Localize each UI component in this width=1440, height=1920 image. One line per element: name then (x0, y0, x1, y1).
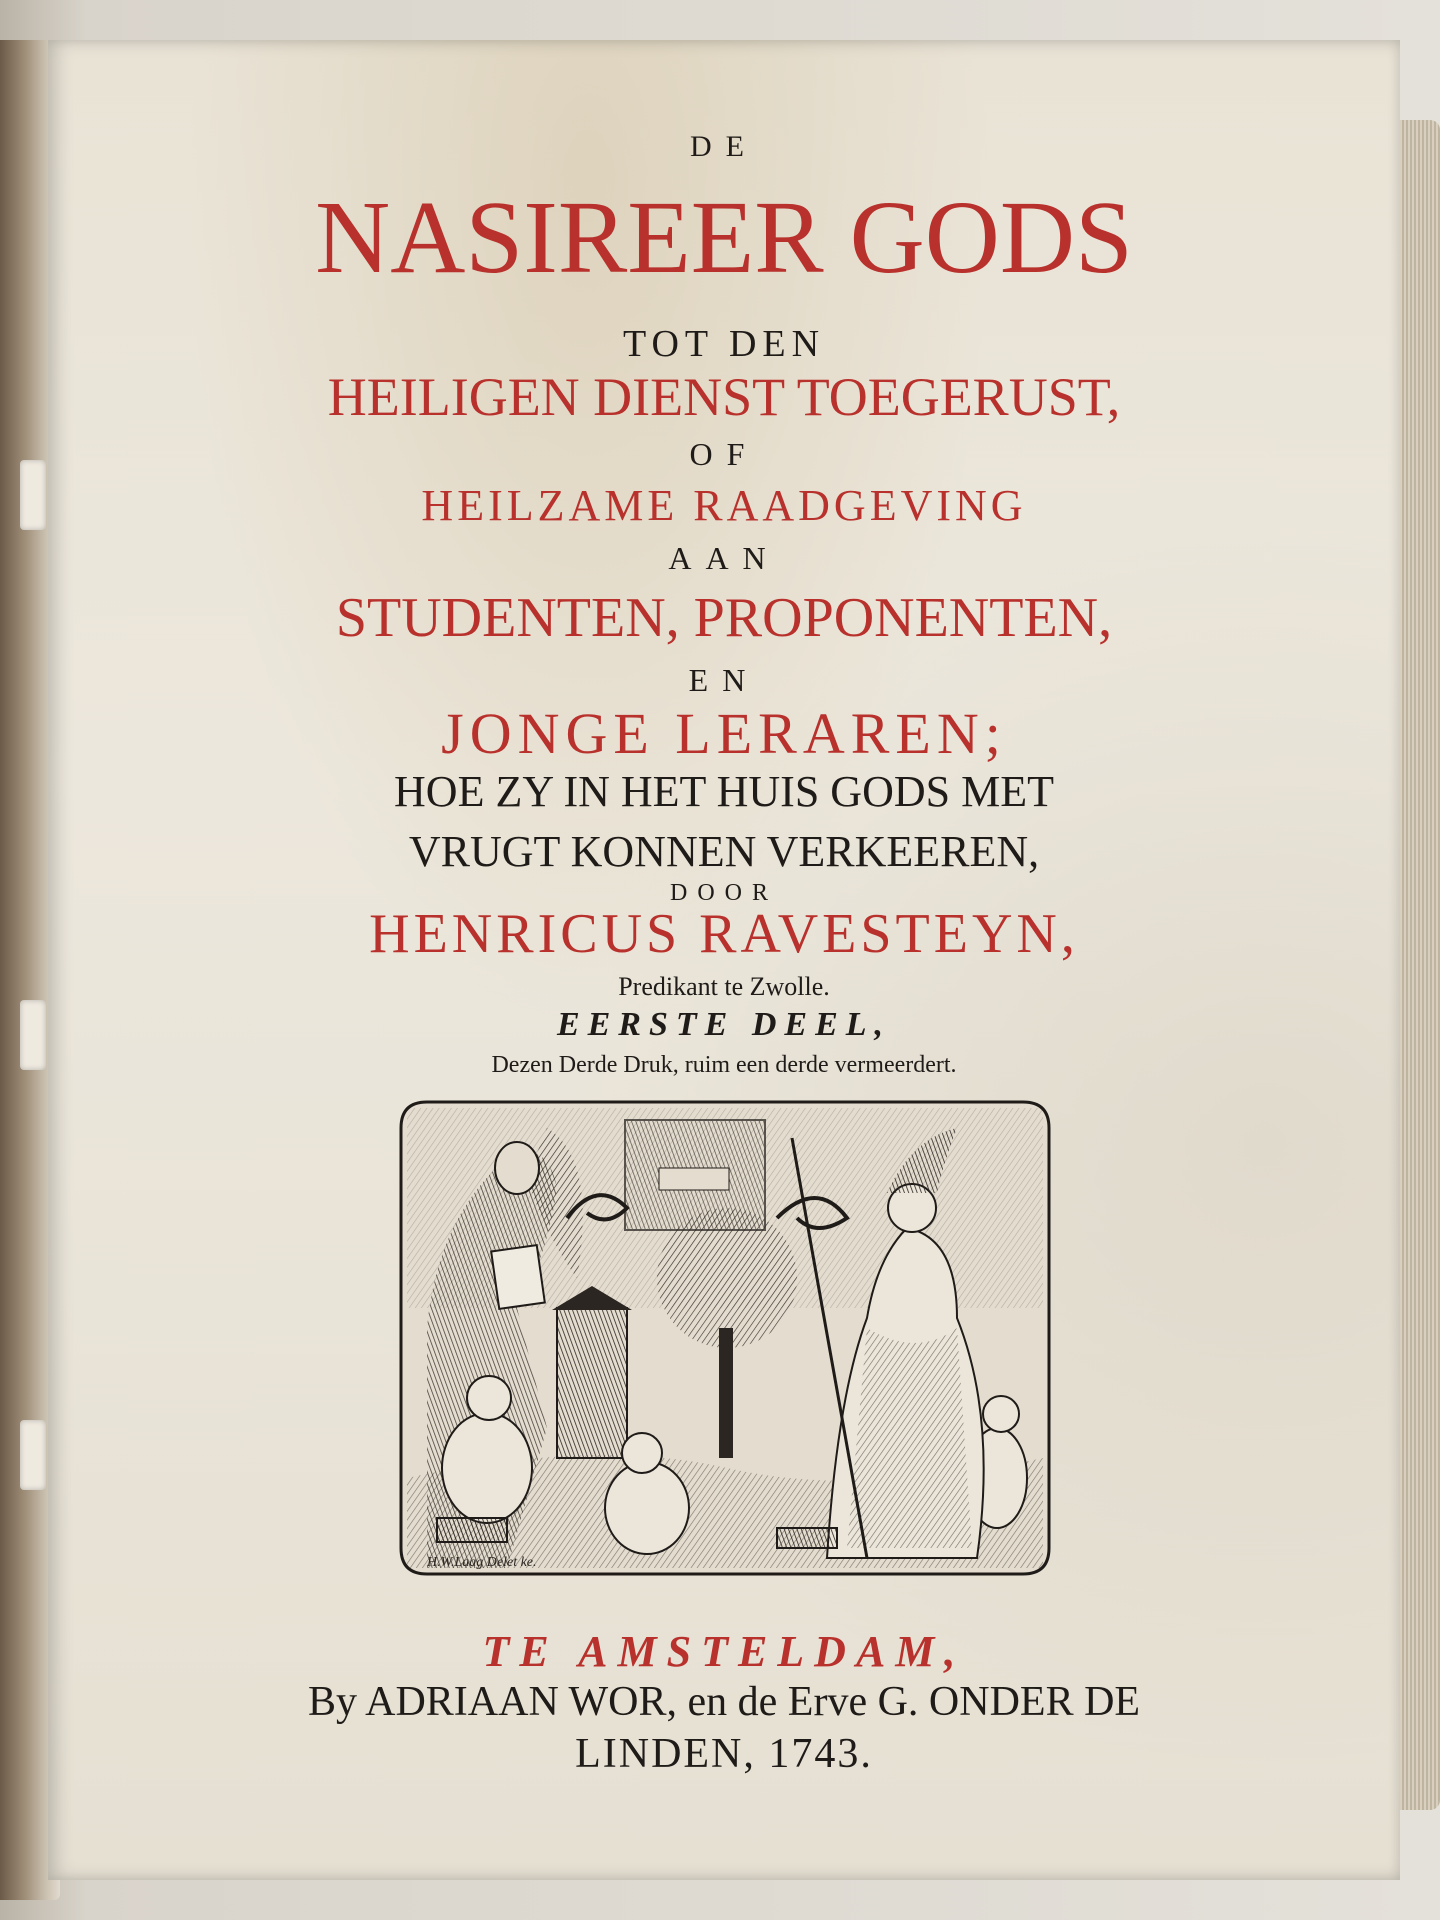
binding-stitch (20, 460, 46, 530)
title-page (48, 40, 1400, 1880)
subtitle-heilzame: HEILZAME RAADGEVING (421, 481, 1027, 530)
books (437, 1518, 507, 1542)
volume-label: EERSTE DEEL, (556, 1006, 892, 1043)
frontispiece-engraving (397, 1098, 1053, 1578)
subtitle-heiligen: HEILIGEN DIENST TOEGERUST, (327, 367, 1121, 427)
line-tot-den: TOT DEN (622, 323, 826, 365)
author-role: Predikant te Zwolle. (618, 972, 830, 1001)
description-line-1: HOE ZY IN HET HUIS GODS MET (394, 767, 1054, 816)
description-line-2: VRUGT KONNEN VERKEEREN, (408, 827, 1040, 876)
binding-stitch (20, 1420, 46, 1490)
publisher-line-2: LINDEN, 1743. (575, 1731, 873, 1777)
main-title: NASIREER GODS (315, 180, 1133, 295)
place-of-publication: TE AMSTELDAM, (482, 1627, 966, 1676)
cherub-left (442, 1413, 532, 1523)
author-name: HENRICUS RAVESTEYN, (369, 903, 1079, 965)
edition-note: Dezen Derde Druk, ruim een derde vermeerdert. (491, 1052, 957, 1078)
publisher-line-1: By ADRIAAN WOR, en de Erve G. ONDER DE (307, 1679, 1141, 1725)
line-de: DE (690, 130, 758, 163)
tree (657, 1208, 797, 1348)
cherub-center (605, 1462, 689, 1554)
engraver-signature: H.W.Laag Delet ke. (427, 1555, 537, 1570)
line-of: OF (689, 436, 759, 472)
line-aan: AAN (668, 540, 780, 576)
line-en: EN (688, 662, 760, 698)
tower (557, 1308, 627, 1458)
subtitle-studenten: STUDENTEN, PROPONENTEN, (335, 587, 1113, 649)
subtitle-jonge-leraren: JONGE LERAREN; (441, 701, 1007, 766)
page-edges (1400, 120, 1440, 1810)
line-door: DOOR (669, 880, 778, 906)
binding-stitch (20, 1000, 46, 1070)
